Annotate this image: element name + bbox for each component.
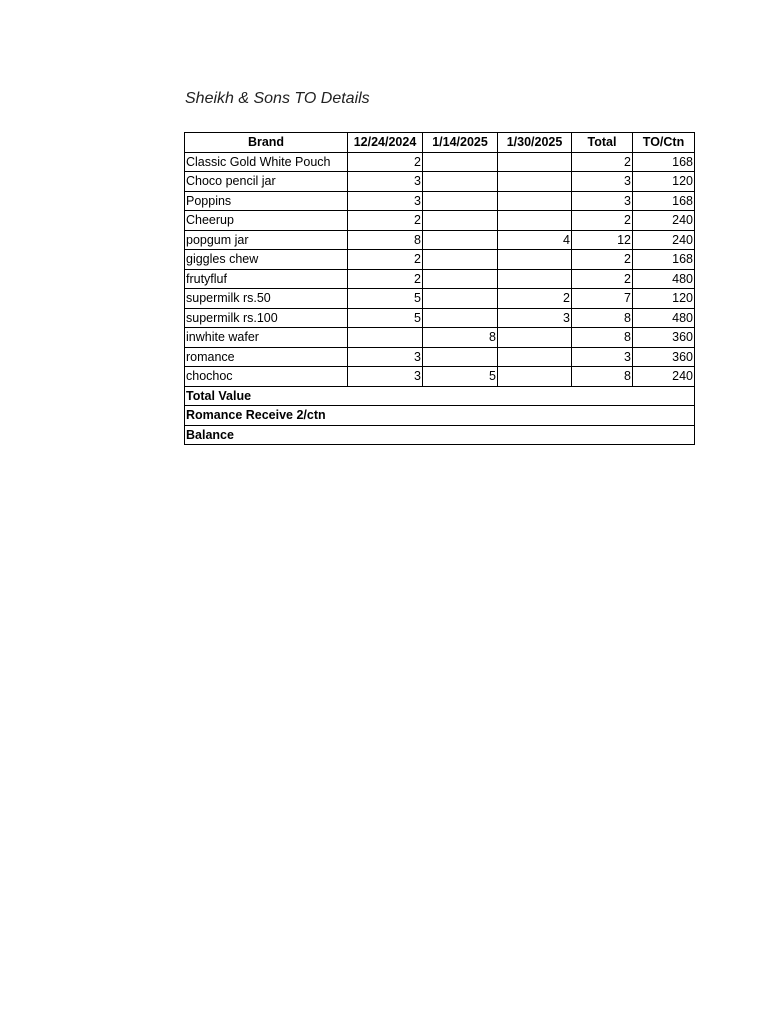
cell-total[interactable]: 3 — [572, 172, 633, 192]
cell-date-2[interactable] — [423, 230, 498, 250]
cell-to-ctn[interactable]: 360 — [633, 347, 695, 367]
cell-total[interactable]: 3 — [572, 191, 633, 211]
cell-date-3[interactable]: 4 — [498, 230, 572, 250]
cell-date-1[interactable]: 3 — [348, 347, 423, 367]
cell-brand[interactable]: chochoc — [185, 367, 348, 387]
table-row — [185, 211, 695, 231]
total-value-label[interactable]: Total Value — [185, 386, 695, 406]
cell-date-1[interactable]: 2 — [348, 269, 423, 289]
cell-date-1[interactable]: 5 — [348, 308, 423, 328]
cell-total[interactable]: 2 — [572, 269, 633, 289]
cell-date-1[interactable]: 2 — [348, 152, 423, 172]
cell-date-2[interactable]: 8 — [423, 328, 498, 348]
cell-total[interactable]: 8 — [572, 308, 633, 328]
cell-to-ctn[interactable]: 120 — [633, 289, 695, 309]
cell-date-3[interactable] — [498, 211, 572, 231]
cell-total[interactable]: 2 — [572, 211, 633, 231]
header-date-1[interactable]: 12/24/2024 — [348, 133, 423, 153]
table-row — [185, 289, 695, 309]
table-row — [185, 367, 695, 387]
cell-total[interactable]: 2 — [572, 152, 633, 172]
cell-date-3[interactable] — [498, 250, 572, 270]
table-row — [185, 308, 695, 328]
cell-date-3[interactable] — [498, 191, 572, 211]
cell-brand[interactable]: Poppins — [185, 191, 348, 211]
cell-date-2[interactable] — [423, 308, 498, 328]
cell-date-1[interactable]: 3 — [348, 191, 423, 211]
page-title: Sheikh & Sons TO Details — [185, 90, 370, 107]
balance-label[interactable]: Balance — [185, 425, 695, 445]
cell-to-ctn[interactable]: 168 — [633, 191, 695, 211]
cell-total[interactable]: 7 — [572, 289, 633, 309]
table-row — [185, 230, 695, 250]
cell-date-2[interactable] — [423, 347, 498, 367]
cell-date-2[interactable] — [423, 211, 498, 231]
cell-brand[interactable]: frutyfluf — [185, 269, 348, 289]
cell-date-2[interactable] — [423, 269, 498, 289]
header-brand[interactable]: Brand — [185, 133, 348, 153]
cell-date-3[interactable] — [498, 269, 572, 289]
summary-row-balance — [185, 425, 695, 445]
cell-date-2[interactable] — [423, 250, 498, 270]
cell-to-ctn[interactable]: 360 — [633, 328, 695, 348]
romance-receive-label[interactable]: Romance Receive 2/ctn — [185, 406, 695, 426]
cell-date-1[interactable]: 2 — [348, 250, 423, 270]
cell-to-ctn[interactable]: 480 — [633, 269, 695, 289]
cell-brand[interactable]: Classic Gold White Pouch — [185, 152, 348, 172]
cell-date-3[interactable]: 2 — [498, 289, 572, 309]
cell-date-2[interactable]: 5 — [423, 367, 498, 387]
cell-brand[interactable]: inwhite wafer — [185, 328, 348, 348]
header-to-ctn[interactable]: TO/Ctn — [633, 133, 695, 153]
header-date-3[interactable]: 1/30/2025 — [498, 133, 572, 153]
table-row — [185, 191, 695, 211]
header-date-2[interactable]: 1/14/2025 — [423, 133, 498, 153]
header-total[interactable]: Total — [572, 133, 633, 153]
cell-to-ctn[interactable]: 240 — [633, 367, 695, 387]
cell-brand[interactable]: Choco pencil jar — [185, 172, 348, 192]
cell-brand[interactable]: romance — [185, 347, 348, 367]
cell-date-1[interactable]: 5 — [348, 289, 423, 309]
to-details-table — [184, 132, 695, 445]
summary-row-romance-receive — [185, 406, 695, 426]
cell-total[interactable]: 12 — [572, 230, 633, 250]
cell-brand[interactable]: giggles chew — [185, 250, 348, 270]
table-row — [185, 250, 695, 270]
cell-brand[interactable]: Cheerup — [185, 211, 348, 231]
table-row — [185, 328, 695, 348]
cell-date-3[interactable] — [498, 347, 572, 367]
cell-date-3[interactable]: 3 — [498, 308, 572, 328]
table-row — [185, 269, 695, 289]
table-row — [185, 172, 695, 192]
cell-to-ctn[interactable]: 120 — [633, 172, 695, 192]
cell-date-1[interactable] — [348, 328, 423, 348]
cell-to-ctn[interactable]: 168 — [633, 152, 695, 172]
cell-total[interactable]: 3 — [572, 347, 633, 367]
cell-to-ctn[interactable]: 480 — [633, 308, 695, 328]
cell-to-ctn[interactable]: 168 — [633, 250, 695, 270]
cell-brand[interactable]: supermilk rs.100 — [185, 308, 348, 328]
cell-date-3[interactable] — [498, 172, 572, 192]
cell-date-3[interactable] — [498, 367, 572, 387]
cell-date-2[interactable] — [423, 152, 498, 172]
cell-brand[interactable]: supermilk rs.50 — [185, 289, 348, 309]
cell-to-ctn[interactable]: 240 — [633, 211, 695, 231]
cell-total[interactable]: 8 — [572, 328, 633, 348]
cell-date-1[interactable]: 3 — [348, 367, 423, 387]
cell-total[interactable]: 2 — [572, 250, 633, 270]
cell-date-1[interactable]: 2 — [348, 211, 423, 231]
cell-date-3[interactable] — [498, 152, 572, 172]
cell-date-3[interactable] — [498, 328, 572, 348]
cell-date-2[interactable] — [423, 172, 498, 192]
table-row — [185, 152, 695, 172]
cell-date-1[interactable]: 8 — [348, 230, 423, 250]
cell-brand[interactable]: popgum jar — [185, 230, 348, 250]
table-row — [185, 347, 695, 367]
cell-date-1[interactable]: 3 — [348, 172, 423, 192]
header-row — [185, 133, 695, 153]
cell-date-2[interactable] — [423, 289, 498, 309]
cell-total[interactable]: 8 — [572, 367, 633, 387]
cell-to-ctn[interactable]: 240 — [633, 230, 695, 250]
summary-row-total-value — [185, 386, 695, 406]
cell-date-2[interactable] — [423, 191, 498, 211]
